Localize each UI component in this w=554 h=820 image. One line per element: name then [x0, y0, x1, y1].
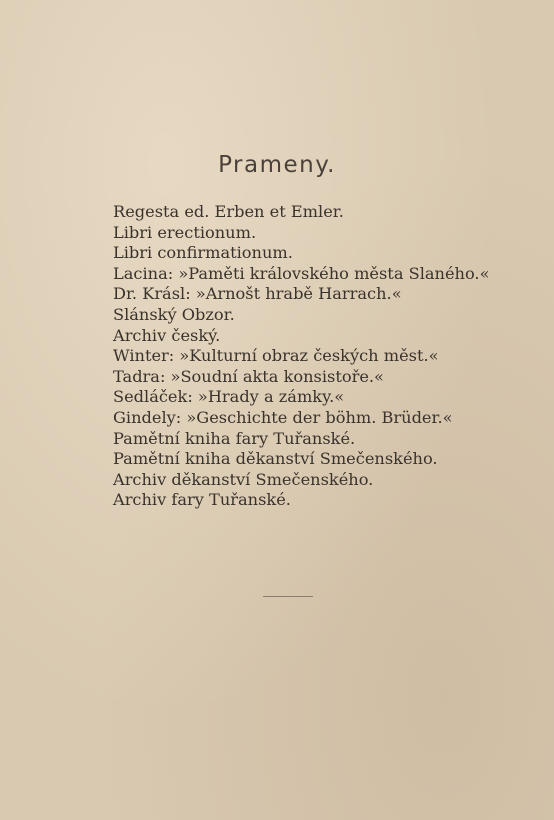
- reference-item: Libri erectionum.: [113, 222, 257, 242]
- reference-item: Archiv český.: [113, 325, 221, 345]
- reference-item: Sedláček: »Hrady a zámky.«: [113, 387, 345, 407]
- reference-item: Pamětní kniha fary Tuřanské.: [113, 428, 356, 448]
- reference-item: Tadra: »Soudní akta konsistoře.«: [113, 366, 384, 386]
- reference-item: Dr. Krásl: »Arnošt hrabě Harrach.«: [113, 284, 402, 304]
- reference-item: Regesta ed. Erben et Emler.: [113, 202, 344, 221]
- reference-item: Winter: »Kulturní obraz českých měst.«: [113, 346, 439, 366]
- reference-list: [113, 202, 533, 511]
- closing-rule: [263, 596, 313, 597]
- reference-item: Pamětní kniha děkanství Smečenského.: [113, 449, 438, 469]
- reference-item: Lacina: »Paměti královského města Slaného.«: [113, 263, 490, 283]
- reference-item: Libri confirmationum.: [113, 243, 293, 263]
- reference-item: Archiv fary Tuřanské.: [113, 490, 291, 510]
- page-heading: Prameny.: [218, 152, 336, 178]
- reference-item: Gindely: »Geschichte der böhm. Brüder.«: [113, 407, 453, 427]
- reference-item: Slánský Obzor.: [113, 304, 235, 324]
- reference-item: Archiv děkanství Smečenského.: [113, 469, 374, 489]
